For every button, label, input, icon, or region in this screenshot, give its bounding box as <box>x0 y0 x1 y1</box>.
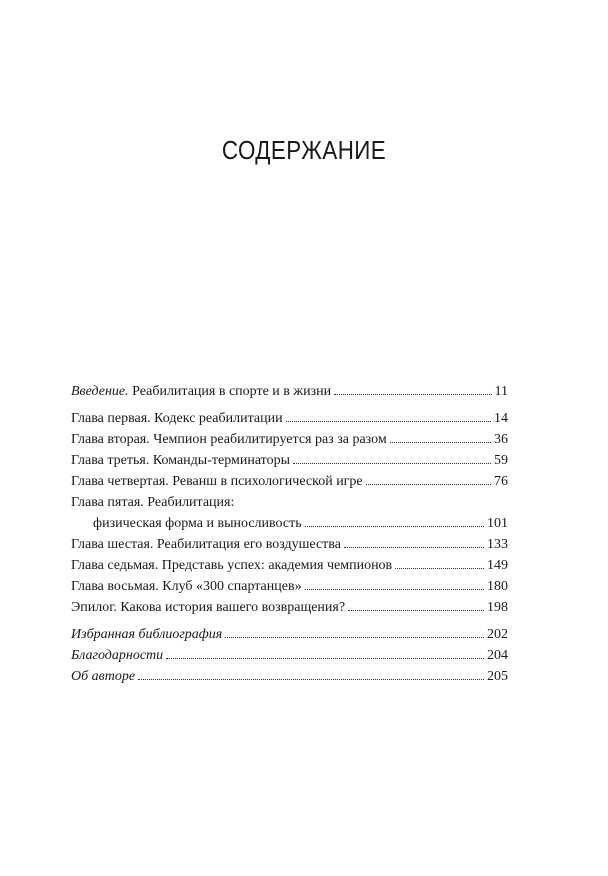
toc-page-number: 133 <box>487 537 508 552</box>
toc-entry-title: Глава вторая. Чемпион реабилитируется раз за разом <box>71 432 387 447</box>
toc-page-number: 204 <box>487 648 508 663</box>
dot-leader <box>166 658 484 659</box>
toc-entry-title: Избранная библиография <box>71 627 223 642</box>
toc-entry-chapter-2[interactable] <box>71 429 508 450</box>
toc-page-number: 11 <box>494 384 508 399</box>
toc-page-number: 36 <box>494 432 508 447</box>
toc-entry-chapter-3[interactable] <box>71 450 508 471</box>
dot-leader <box>305 589 484 590</box>
dot-leader <box>334 394 491 395</box>
toc-entry-title: физическая форма и выносливость <box>93 516 302 531</box>
dot-leader <box>293 463 491 464</box>
dot-leader <box>390 442 491 443</box>
toc-entry-prefix: Введение. <box>71 384 129 399</box>
toc-entry-title: Глава восьмая. Клуб «300 спартанцев» <box>71 579 302 594</box>
toc-entry-acknowledgements[interactable] <box>71 645 508 666</box>
dot-leader <box>395 568 484 569</box>
toc-page-number: 101 <box>487 516 508 531</box>
toc-entry-chapter-8[interactable] <box>71 576 508 597</box>
toc-entry-introduction[interactable] <box>71 381 508 402</box>
toc-entry-title: Глава пятая. Реабилитация: <box>71 495 235 510</box>
toc-entry-bibliography[interactable] <box>71 624 508 645</box>
toc-entry-epilogue[interactable] <box>71 597 508 618</box>
toc-entry-about-author[interactable] <box>71 666 508 687</box>
toc-page-number: 59 <box>494 453 508 468</box>
toc-entry-chapter-7[interactable] <box>71 555 508 576</box>
dot-leader <box>305 526 484 527</box>
toc-page-number: 76 <box>494 474 508 489</box>
table-of-contents <box>71 381 508 687</box>
dot-leader <box>225 637 484 638</box>
toc-page-number: 198 <box>487 600 508 615</box>
toc-entry-chapter-4[interactable] <box>71 471 508 492</box>
toc-entry-chapter-5-line-1[interactable] <box>71 492 508 513</box>
toc-entry-title: Глава седьмая. Представь успех: академия чемпионов <box>71 558 393 573</box>
toc-page-number: 14 <box>494 411 508 426</box>
dot-leader <box>344 547 484 548</box>
toc-entry-chapter-6[interactable] <box>71 534 508 555</box>
toc-entry-chapter-1[interactable] <box>71 408 508 429</box>
toc-page-number: 202 <box>487 627 508 642</box>
toc-entry-title: Реабилитация в спорте и в жизни <box>128 384 332 399</box>
toc-entry-title: Глава третья. Команды-терминаторы <box>71 453 291 468</box>
toc-entry-chapter-5-line-2[interactable] <box>71 513 508 534</box>
toc-entry-title: Глава шестая. Реабилитация его воздушества <box>71 537 341 552</box>
page-title: СОДЕРЖАНИЕ <box>221 135 387 165</box>
dot-leader <box>348 610 484 611</box>
toc-page-number: 205 <box>487 669 508 684</box>
toc-entry-title: Эпилог. Какова история вашего возвращения? <box>71 600 346 615</box>
toc-entry-title: Глава четвертая. Реванш в психологической игре <box>71 474 363 489</box>
dot-leader <box>366 484 491 485</box>
dot-leader <box>138 679 484 680</box>
toc-page-number: 180 <box>487 579 508 594</box>
toc-page-number: 149 <box>487 558 508 573</box>
toc-entry-title: Благодарности <box>71 648 164 663</box>
dot-leader <box>286 421 491 422</box>
toc-entry-title: Глава первая. Кодекс реабилитации <box>71 411 283 426</box>
toc-entry-title: Об авторе <box>71 669 136 684</box>
